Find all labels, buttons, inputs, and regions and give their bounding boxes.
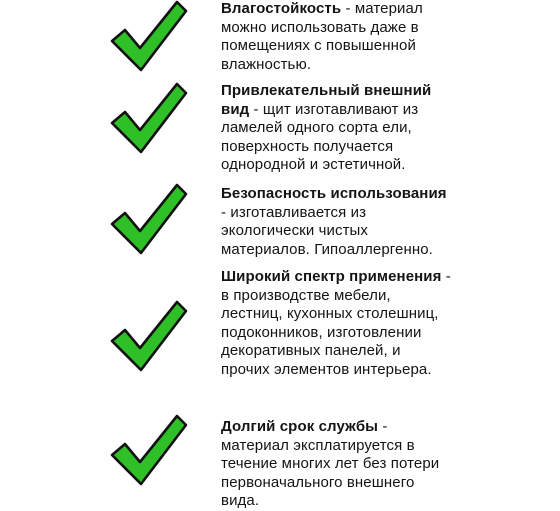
feature-description: - материал можно использовать даже в помещениях с повышенной влажностью. xyxy=(221,0,423,73)
feature-description: - в производстве мебели, лестниц, кухонных столешниц, подоконников, изготовлении декоративных панелей, и прочих элементов интерьера. xyxy=(221,268,451,378)
checkmark-icon xyxy=(110,183,188,255)
checkmark-icon xyxy=(110,414,188,486)
feature-title: Влагостойкость xyxy=(221,0,342,17)
feature-title: Безопасность использования xyxy=(221,185,447,202)
feature-text xyxy=(221,82,453,175)
checkmark-icon xyxy=(110,82,188,154)
feature-title: Широкий спектр применения xyxy=(221,268,442,285)
checkmark-icon xyxy=(110,0,188,72)
feature-title: Привлекательный внешний вид xyxy=(221,82,432,118)
feature-title: Долгий срок службы xyxy=(221,418,379,435)
feature-description: - материал эксплатируется в течение многих лет без потери первоначального внешнего вида. xyxy=(221,418,440,509)
feature-text xyxy=(221,268,453,379)
feature-text xyxy=(221,418,453,511)
feature-description: - изготавливается из экологически чистых материалов. Гипоаллергенно. xyxy=(221,203,433,258)
feature-description: - щит изготавливают из ламелей одного сорта ели, поверхность получается однородной и эстетичной. xyxy=(221,100,419,173)
feature-text xyxy=(221,185,453,259)
checkmark-icon xyxy=(110,300,188,372)
feature-text xyxy=(221,0,453,74)
